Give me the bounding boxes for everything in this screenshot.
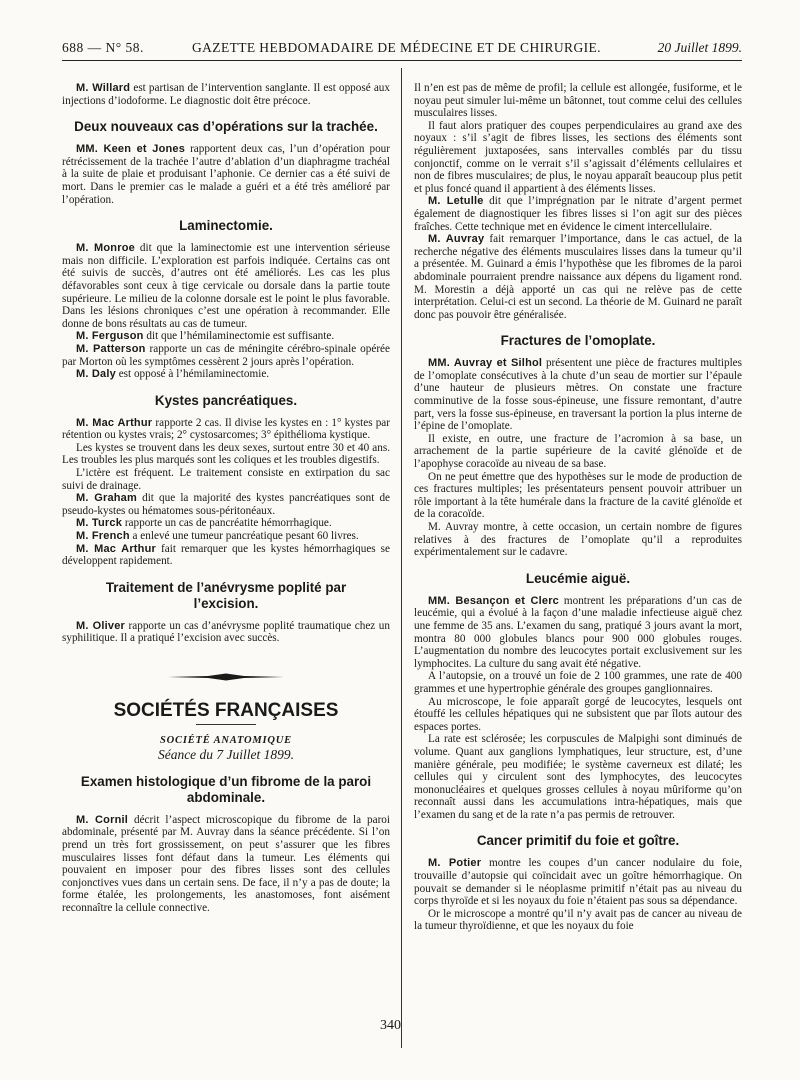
- paragraph-text: rapporte un cas de pancréatite hémorrhagique.: [122, 517, 332, 530]
- paragraph: [62, 343, 390, 368]
- speaker-name: M. Daly: [76, 368, 116, 381]
- speaker-name: M. Cornil: [76, 813, 129, 826]
- paragraph: [414, 857, 742, 907]
- paragraph-text: fait remarquer l’importance, dans le cas actuel, de la recherche négative des éléments musculaires lisses dans la tumeur qu’il a présentée. M. Guinard a émis l’hypothèse que les fibromes de la paroi abdominale pourraient prendre naissance aux dépens du ligament rond. M. Morestin a déjà apporté un cas qui ne relève pas de cette interprétation. Celui-ci est un second. La théorie de M. Guinard ne paraît donc pas pouvoir être généralisée.: [414, 233, 743, 321]
- paragraph-text: dit que la majorité des kystes pancréatiques sont de pseudo-kystes ou hématomes sous-péritonéaux.: [62, 492, 390, 517]
- section-title: Traitement de l’anévrysme poplité par l’excision.: [105, 579, 347, 611]
- paragraph: Les kystes se trouvent dans les deux sexes, surtout entre 30 et 40 ans. Les troubles les plus marqués sont les coliques et les troubles digestifs.: [62, 441, 390, 467]
- paragraph: [62, 143, 390, 206]
- section-title: Examen histologique d’un fibrome de la paroi abdominale.: [80, 773, 372, 805]
- paragraph-text: est opposé à l’hémilaminectomie.: [115, 368, 270, 381]
- paragraph-text: dit que la laminectomie est une intervention sérieuse mais non difficile. L’exploration est parfois indiquée. Certains cas ont été suivis de succès, d’autres ont été améliorés. Les cas les plus défavorables sont ceux à tige cervicale ou dorsale dans la partie toute supérieure. Le milieu de la colonne dorsale est le point le plus favorable. Dans les lésions chroniques c’est une opération à recommander. Elle donne de bons résultats au cas de tumeur.: [62, 242, 390, 330]
- paragraph-text: présentent une pièce de fractures multiples de l’omoplate consécutives à la chute d’un seau de mortier sur l’épaule d’une hauteur de plusieurs mètres. On constate une fracture comminutive de la fosse sous-épineuse, une fissure remontant, d’autre part, vers la fosse sus-épineuse, en traversant la portion la plus interne de l’épine de l’omoplate.: [414, 357, 742, 433]
- speaker-name: M. Monroe: [76, 242, 135, 255]
- paragraph: Il faut alors pratiquer des coupes perpendiculaires au grand axe des noyaux : s’il s’agit de fibres lisses, les sections des éléments sont régulièrement juxtaposées, sans intervalles comblés par du tissu conjonctif, comme on le verrait s’il s’agissait d’éléments cellulaires et non de fibres musculaires; de plus, le noyau apparaît beaucoup plus petit et plus foncé quand il appartient à des éléments lisses.: [414, 119, 742, 195]
- speaker-name: MM. Keen et Jones: [76, 143, 186, 156]
- speaker-name: M. Turck: [76, 517, 123, 530]
- section-title: Deux nouveaux cas d’opérations sur la trachée.: [74, 119, 378, 135]
- paragraph: [62, 492, 390, 517]
- speaker-name: M. Letulle: [428, 195, 484, 208]
- paragraph: [414, 195, 742, 233]
- paragraph-text: est partisan de l’intervention sanglante. Il est opposé aux injections d’iodoforme. Le diagnostic doit être précoce.: [62, 82, 390, 107]
- paragraph: [62, 82, 390, 107]
- paragraph: La rate est sclérosée; les corpuscules de Malpighi sont diminués de volume. Quant aux ganglions lymphatiques, leur structure, est, d’une manière générale, peu modifiée; le système caverneux est dilaté; les cellules qui y circulent sont des lymphocytes, des leucocytes mononucléaires et quelques grosses cellules à noyau mûriforme qu’on reconnaît aussi dans les accumulations intra-hépatiques, mais que l’examen du sang et de la rate n’a pas permis de retrouver.: [414, 733, 742, 821]
- speaker-name: M. French: [76, 530, 130, 543]
- paragraph: [62, 242, 390, 330]
- paragraph: [62, 814, 390, 915]
- paragraph-text: rapporte un cas d’anévrysme poplité traumatique chez un syphilitique. Il a pratiqué l’excision avec succès.: [62, 619, 390, 645]
- right-column: [414, 82, 742, 933]
- speaker-name: MM. Besançon et Clerc: [428, 594, 559, 607]
- speaker-name: M. Graham: [76, 492, 137, 505]
- paragraph: M. Auvray montre, à cette occasion, un certain nombre de figures relatives à des fractures de l’omoplate qu’il a reproduites expérimentalement sur le cadavre.: [414, 521, 742, 559]
- paragraph: [414, 233, 742, 321]
- paragraph-text: rapportent deux cas, l’un d’opération pour rétrécissement de la trachée l’autre d’ablation d’un diaphragme trachéal à la suite de plaie et produisant l’aphonie. Ce dernier cas a été suivi de mort. Dans le premier cas le malade a guéri et a été très amélioré par l’opération.: [62, 143, 391, 206]
- running-header: [62, 38, 742, 61]
- seance-date: Séance du 7 Juillet 1899.: [157, 747, 295, 763]
- paragraph-text: décrit l’aspect microscopique du fibrome de la paroi abdominale, présenté par M. Auvray dans la séance précédente. Si l’on prend un très fort grossissement, on peut s’assurer que les fibres musculaires lisses font défaut dans la tumeur. Les éléments qui pouvaient en imposer pour des fibres lisses sont des cellules conjonctives vues dans un certain sens. De face, il n’y a pas de doute; la forme étalée, les prolongements, les anastomoses, font aisément reconnaître la cellule connective.: [62, 813, 390, 914]
- section-title: Leucémie aiguë.: [525, 570, 631, 586]
- column-divider: [401, 68, 402, 1048]
- page-folio: 340: [380, 1018, 401, 1033]
- speaker-name: M. Potier: [428, 857, 482, 870]
- paragraph-text: a enlevé une tumeur pancréatique pesant 60 livres.: [129, 530, 359, 543]
- ornament-divider: [62, 673, 390, 681]
- speaker-name: M. Auvray: [428, 233, 485, 246]
- section-title: Cancer primitif du foie et goître.: [476, 833, 680, 849]
- paragraph: Or le microscope a montré qu’il n’y avait pas de cancer au niveau de la tumeur thyroïdienne, et que les noyaux du foie: [414, 907, 742, 933]
- paragraph-text: fait remarquer que les kystes hémorrhagiques se développent rapidement.: [62, 542, 390, 568]
- issue-date: 20 Juillet 1899.: [657, 40, 742, 55]
- speaker-name: M. Mac Arthur: [76, 542, 156, 555]
- page-number-header: 688 — N° 58.: [62, 40, 144, 55]
- paragraph: Il n’en est pas de même de profil; la cellule est allongée, fusiforme, et le noyau peut simuler lui-même un bâtonnet, tout comme celui des cellules musculaires lisses.: [414, 82, 742, 120]
- speaker-name: M. Mac Arthur: [76, 416, 153, 429]
- societes-heading: SOCIÉTÉS FRANÇAISES: [113, 700, 339, 721]
- paragraph: [62, 368, 390, 381]
- paragraph: L’ictère est fréquent. Le traitement consiste en extirpation du sac suivi de drainage.: [62, 467, 390, 492]
- paragraph-text: montrent les préparations d’un cas de leucémie, qui a évolué à la façon d’une maladie infectieuse aiguë chez une femme de 35 ans. L’examen du sang, pratiqué 3 jours avant la mort, montra 80 000 globules blancs pour 900 000 globules rouges. L’augmentation du nombre des leucocytes portait exclusivement sur les lymphocites. La culture du sang avait été négative.: [414, 594, 742, 670]
- speaker-name: M. Ferguson: [76, 330, 144, 343]
- paragraph: Il existe, en outre, une fracture de l’acromion à sa base, un arrachement de la partie supérieure de la cavité glénoïde et de l’apophyse coracoïde au niveau de sa base.: [414, 432, 742, 471]
- paragraph: [62, 530, 390, 543]
- paragraph-text: dit que l’hémilaminectomie est suffisante.: [143, 330, 335, 343]
- paragraph: On ne peut émettre que des hypothèses sur le mode de production de ces fractures multiples; les présentateurs pensent pouvoir attribuer un rôle important à la tête humérale dans la fracture de la cavité glénoïde et de la coracoïde.: [414, 470, 742, 521]
- section-title: Fractures de l’omoplate.: [500, 333, 656, 349]
- paragraph-text: rapporte un cas de méningite cérébro-spinale opérée par Morton où les symptômes cessèrent 2 jours après l’opération.: [62, 342, 390, 368]
- section-title: Laminectomie.: [179, 218, 273, 234]
- society-name: SOCIÉTÉ ANATOMIQUE: [160, 734, 292, 746]
- paragraph: A l’autopsie, on a trouvé un foie de 2 100 grammes, une rate de 400 grammes et une hypertrophie générale des groupes ganglionnaires.: [414, 670, 742, 695]
- paragraph: [62, 543, 390, 568]
- speaker-name: MM. Auvray et Silhol: [428, 357, 543, 370]
- paragraph: [62, 330, 390, 343]
- journal-title: GAZETTE HEBDOMADAIRE DE MÉDECINE ET DE CHIRURGIE.: [192, 40, 601, 55]
- heading-rule: [196, 724, 256, 725]
- paragraph: [414, 595, 742, 671]
- paragraph-text: dit que l’imprégnation par le nitrate d’argent permet également de diagnostiquer les fibres lisses si l’on agit sur des pièces fraîches. Cette technique met en évidence le ciment intercellulaire.: [414, 195, 742, 233]
- paragraph-text: montre les coupes d’un cancer nodulaire du foie, trouvaille d’autopsie qui coïncidait avec un goître hémorrhagique. On pouvait se demander si le néoplasme primitif n’était pas au niveau du corps thyroïde et si les noyaux du foie n’étaient pas sous sa dépendance.: [414, 857, 743, 908]
- paragraph: [414, 357, 742, 433]
- left-column: [62, 82, 390, 915]
- paragraph: [62, 517, 390, 530]
- speaker-name: M. Patterson: [76, 342, 146, 355]
- paragraph: Au microscope, le foie apparaît gorgé de leucocytes, lesquels ont étouffé les cellules hépatiques qui ne subsistent que par îlots autour des espaces portes.: [414, 695, 742, 733]
- section-title: Kystes pancréatiques.: [154, 392, 298, 408]
- ornament-rule-icon: [168, 673, 284, 681]
- paragraph-text: rapporte 2 cas. Il divise les kystes en : 1° kystes par rétention ou kystes vrais; 2° cystosarcomes; 3° épithélioma kystique.: [62, 416, 391, 442]
- paragraph: [62, 620, 390, 645]
- paragraph: [62, 417, 390, 442]
- speaker-name: M. Willard: [76, 82, 131, 94]
- speaker-name: M. Oliver: [76, 619, 125, 632]
